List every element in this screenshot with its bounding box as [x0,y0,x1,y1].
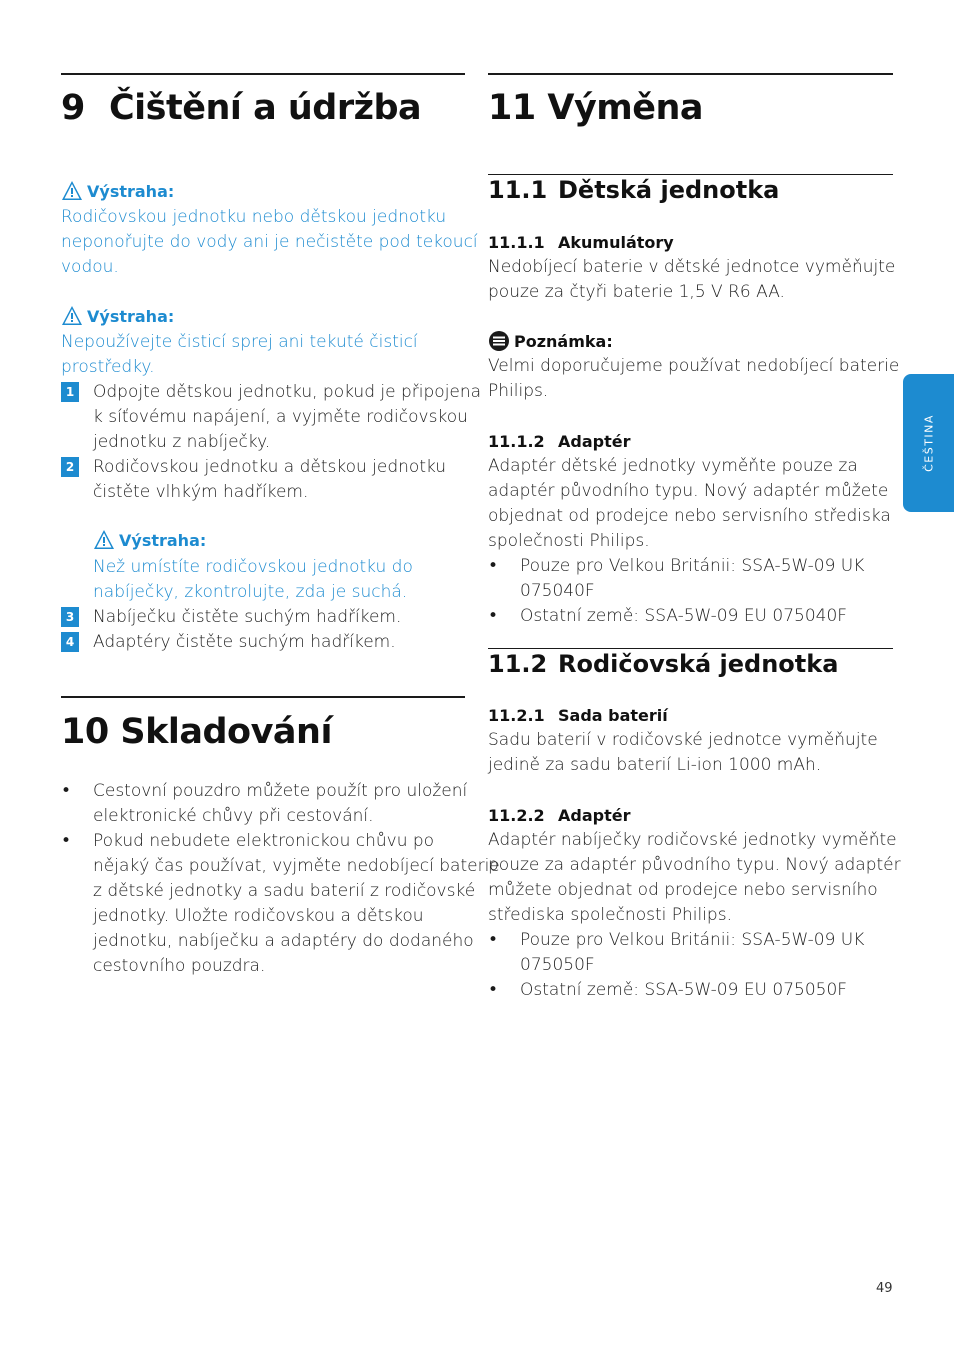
section-11-2-2-heading: 11.2.2 Adaptér [488,806,631,825]
list-text: jednotky. Uložte rodičovskou a dětskou [93,906,424,926]
list-text: Ostatní země: SSA-5W-09 EU 075040F [520,606,848,626]
section-10-heading: 10 Skladování [61,712,332,752]
warning-text: Nepoužívejte čisticí sprej ani tekuté čisticí [61,332,418,352]
warning-text: Rodičovskou jednotku nebo dětskou jednotku [61,207,447,227]
page-number: 49 [876,1281,893,1296]
list-text: Pouze pro Velkou Británii: SSA-5W-09 UK [520,930,865,950]
step-number-badge: 2 [61,457,79,477]
section-11-2-heading: 11.2 Rodičovská jednotka [488,650,839,678]
list-text: Cestovní pouzdro můžete použít pro uložení [93,781,468,801]
warning-heading: Výstraha: [93,529,206,551]
step-text: jednotku z nabíječky. [93,432,271,452]
section-11-1-1-heading: 11.1.1 Akumulátory [488,233,674,252]
step-text: Odpojte dětskou jednotku, pokud je připojena [93,382,482,402]
list-text: z dětské jednotky a sadu baterií z rodičovské [93,881,476,901]
note-heading: Poznámka: [488,330,613,352]
list-text: 075040F [520,581,595,601]
list-text: Pouze pro Velkou Británii: SSA-5W-09 UK [520,556,865,576]
list-text: Ostatní země: SSA-5W-09 EU 075050F [520,980,848,1000]
warning-icon [93,529,115,551]
bullet-icon: • [61,781,72,801]
warning-text: neponořujte do vody ani je nečistěte pod tekoucí [61,232,478,252]
section-11-heading: 11 Výměna [488,88,704,128]
section-11-1-2-heading: 11.1.2 Adaptér [488,432,631,451]
paragraph-line: objednat od prodejce nebo servisního střediska [488,506,891,526]
warning-icon [61,305,83,327]
list-text: nějaký čas používat, vyjměte nedobíjecí baterie [93,856,500,876]
paragraph-line: jedině za sadu baterií Li-ion 1000 mAh. [488,755,822,775]
list-text: 075050F [520,955,595,975]
warning-icon [61,180,83,202]
list-text: cestovního pouzdra. [93,956,266,976]
warning-text: prostředky. [61,357,155,377]
paragraph-line: společnosti Philips. [488,531,650,551]
bullet-icon: • [488,980,499,1000]
language-tab [903,374,954,512]
step-number-badge: 3 [61,607,79,627]
note-text: Velmi doporučujeme používat nedobíjecí baterie [488,356,900,376]
section-rule [61,73,465,75]
section-9-heading: 9 Čištění a údržba [61,88,422,128]
note-text: Philips. [488,381,549,401]
paragraph-line: můžete objednat od prodejce nebo servisního [488,880,878,900]
paragraph-line: Sadu baterií v rodičovské jednotce vyměňujte [488,730,878,750]
step-text: Nabíječku čistěte suchým hadříkem. [93,607,402,627]
language-tab-label: ČEŠTINA [922,414,935,472]
warning-text: nabíječky, zkontrolujte, zda je suchá. [93,582,408,602]
warning-heading: Výstraha: [61,305,174,327]
step-text: Rodičovskou jednotku a dětskou jednotku [93,457,447,477]
bullet-icon: • [61,831,72,851]
paragraph-line: pouze za čtyři baterie 1,5 V R6 AA. [488,282,785,302]
bullet-icon: • [488,606,499,626]
list-text: Pokud nebudete elektronickou chůvu po [93,831,435,851]
bullet-icon: • [488,556,499,576]
section-rule [488,73,893,75]
paragraph-line: pouze za adaptér původního typu. Nový adaptér [488,855,901,875]
paragraph-line: střediska společnosti Philips. [488,905,732,925]
warning-text: vodou. [61,257,119,277]
section-11-1-heading: 11.1 Dětská jednotka [488,176,780,204]
step-number-badge: 4 [61,632,79,652]
warning-heading: Výstraha: [61,180,174,202]
list-text: jednotku, nabíječku a adaptéry do dodaného [93,931,474,951]
section-11-2-1-heading: 11.2.1 Sada baterií [488,706,668,725]
step-text: čistěte vlhkým hadříkem. [93,482,309,502]
step-text: k síťovému napájení, a vyjměte rodičovskou [93,407,468,427]
paragraph-line: Nedobíjecí baterie v dětské jednotce vyměňujte [488,257,896,277]
list-text: elektronické chůvy při cestování. [93,806,374,826]
bullet-icon: • [488,930,499,950]
paragraph-line: Adaptér nabíječky rodičovské jednotky vyměňte [488,830,897,850]
step-text: Adaptéry čistěte suchým hadříkem. [93,632,396,652]
warning-text: Než umístíte rodičovskou jednotku do [93,557,413,577]
subsection-rule [488,648,893,649]
step-number-badge: 1 [61,382,79,402]
section-rule [61,696,465,698]
note-icon [488,330,510,352]
paragraph-line: adaptér původního typu. Nový adaptér můžete [488,481,889,501]
paragraph-line: Adaptér dětské jednotky vyměňte pouze za [488,456,858,476]
subsection-rule [488,174,893,175]
